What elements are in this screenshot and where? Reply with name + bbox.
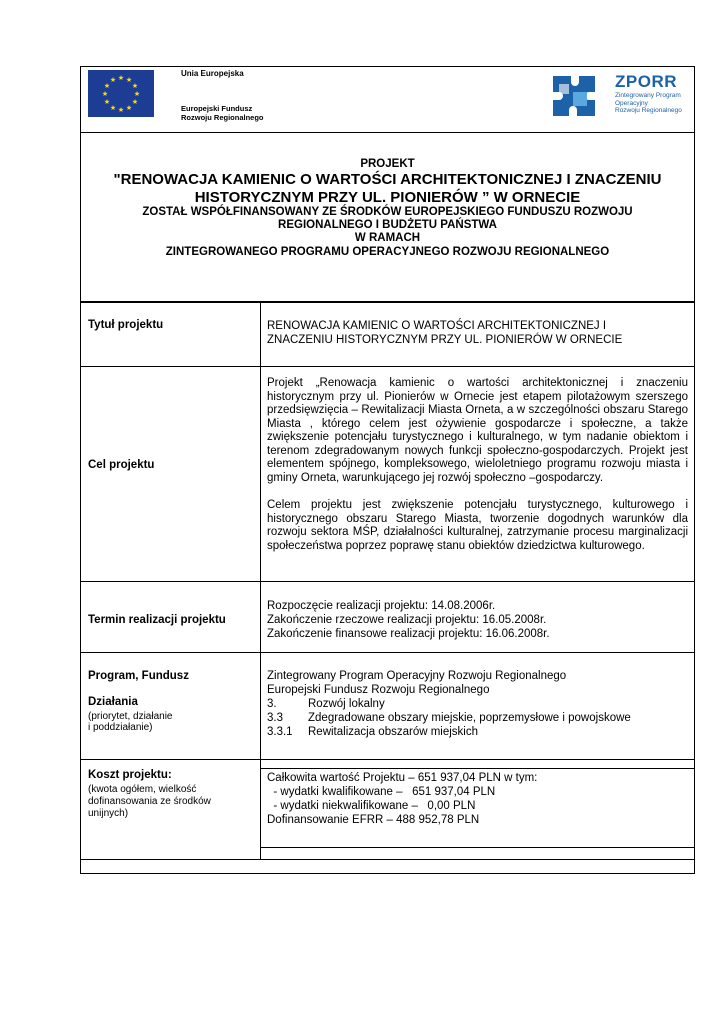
koszt-sub2: dofinansowania ze środków (88, 796, 211, 807)
program-item-text: Rewitalizacja obszarów miejskich (308, 726, 479, 738)
row-line (80, 759, 695, 760)
zporr-logo (545, 70, 690, 122)
program-item-num: 3.3.1 (267, 726, 293, 738)
program-item-text: Rozwój lokalny (308, 698, 385, 710)
row-line (80, 652, 695, 653)
program-item-text: Zdegradowane obszary miejskie, poprzemysłowe i powojskowe (308, 712, 631, 724)
fund-line1: Europejski Fundusz (181, 104, 253, 113)
zporr-puzzle-icon (545, 70, 611, 122)
zporr-title: ZPORR (615, 72, 677, 91)
svg-text:★: ★ (103, 82, 111, 90)
row-line (80, 859, 695, 860)
zporr-sub3: Rozwoju Regionalnego (615, 107, 682, 114)
cel-para1: Projekt „Renowacja kamienic o wartości architektonicznej i znaczeniu historycznym przy ul. Pionierów w Ornecie jest etapem pilotażowym szerszego przedsięwzięcia – Rewitalizacji Miasta Orneta, a w szczególności obszaru Starego Miasta , którego celem jest ożywienie gospodarcze i społeczne, a także zwiększenie potencjału turystycznego i kulturalnego, w tym nadanie obiektom i terenom zdegradowanym nowych funkcji społeczno-gospodarczych. Projekt jest elementem spójnego, kompleksowego, wieloletniego programu rozwoju miasta i gminy Orneta, warunkującego jej rozwój społeczno –gospodarczy. (267, 377, 688, 484)
dzialania-sub2: i poddziałanie) (88, 722, 153, 733)
project-title-line2: HISTORYCZNYM PRZY UL. PIONIERÓW ” W ORNECIE (194, 189, 581, 206)
termin-line3: Zakończenie finansowe realizacji projektu: 16.06.2008r. (267, 628, 550, 640)
svg-text:★: ★ (109, 104, 117, 112)
tytul-line1: RENOWACJA KAMIENIC O WARTOŚCI ARCHITEKTONICZNEJ I (267, 320, 607, 332)
program-item-num: 3.3 (267, 712, 283, 724)
svg-text:★: ★ (117, 74, 125, 82)
zporr-sub1: Zintegrowany Program (615, 92, 681, 99)
project-title-line1: "RENOWACJA KAMIENIC O WARTOŚCI ARCHITEKTONICZNEJ I ZNACZENIU (113, 171, 662, 188)
program-line1: Zintegrowany Program Operacyjny Rozwoju Regionalnego (267, 670, 567, 682)
row-line (260, 847, 695, 848)
koszt-label: Koszt projektu: (88, 769, 172, 781)
cofinance-line2: REGIONALNEGO I BUDŻETU PAŃSTWA (278, 219, 497, 231)
program-name: ZINTEGROWANEGO PROGRAMU OPERACYJNEGO ROZWOJU REGIONALNEGO (165, 246, 610, 258)
koszt-line4: Dofinansowanie EFRR – 488 952,78 PLN (267, 814, 480, 826)
svg-text:★: ★ (131, 82, 139, 90)
projekt-label: PROJEKT (360, 158, 415, 170)
svg-text:★: ★ (131, 98, 139, 106)
cel-para2: Celem projektu jest zwiększenie potencjału turystycznego, kulturowego i historycznego obszaru Starego Miasta, tworzenie dogodnych warunków dla rozwoju sektora MŚP, działalności kulturalnej, zatrzymanie procesu marginalizacji społeczeństwa poprzez poprawę stanu obiektów dziedzictwa kulturowego. (267, 499, 688, 552)
program-line2: Europejski Fundusz Rozwoju Regionalnego (267, 684, 490, 696)
koszt-line1: Całkowita wartość Projektu – 651 937,04 PLN w tym: (267, 772, 538, 784)
termin-label: Termin realizacji projektu (88, 614, 226, 626)
cofinance-line1: ZOSTAŁ WSPÓŁFINANSOWANY ZE ŚRODKÓW EUROPEJSKIEGO FUNDUSZU ROZWOJU (142, 206, 633, 218)
svg-text:★: ★ (101, 90, 109, 98)
svg-text:★: ★ (125, 104, 133, 112)
row-line (80, 366, 695, 367)
eu-flag-icon (88, 70, 154, 117)
svg-text:★: ★ (133, 90, 141, 98)
koszt-sub1: (kwota ogółem, wielkość (88, 784, 197, 795)
koszt-sub3: unijnych) (88, 808, 129, 819)
zporr-sub2: Operacyjny (615, 99, 648, 107)
row-line (80, 581, 695, 582)
eu-label: Unia Europejska (181, 69, 244, 78)
program-label: Program, Fundusz (88, 670, 189, 682)
koszt-line3: - wydatki niekwalifikowane – 0,00 PLN (267, 800, 476, 812)
svg-text:★: ★ (117, 106, 125, 114)
dzialania-sub1: (priorytet, działanie (88, 711, 173, 722)
tytul-line2: ZNACZENIU HISTORYCZNYM PRZY UL. PIONIERÓW W ORNECIE (267, 334, 623, 346)
koszt-line2: - wydatki kwalifikowane – 651 937,04 PLN (267, 786, 496, 798)
svg-text:★: ★ (109, 76, 117, 84)
program-item-num: 3. (267, 698, 277, 710)
row-line (260, 768, 695, 769)
svg-text:★: ★ (125, 76, 133, 84)
tytul-label: Tytuł projektu (88, 319, 164, 331)
header-divider (80, 132, 695, 133)
fund-line2: Rozwoju Regionalnego (181, 113, 264, 122)
svg-text:★: ★ (103, 98, 111, 106)
termin-line1: Rozpoczęcie realizacji projektu: 14.08.2006r. (267, 600, 496, 612)
zporr-sub (615, 92, 682, 115)
w-ramach: W RAMACH (354, 232, 421, 244)
cel-label: Cel projektu (88, 459, 155, 471)
dzialania-label: Działania (88, 696, 138, 708)
termin-line2: Zakończenie rzeczowe realizacji projektu: 16.05.2008r. (267, 614, 547, 626)
